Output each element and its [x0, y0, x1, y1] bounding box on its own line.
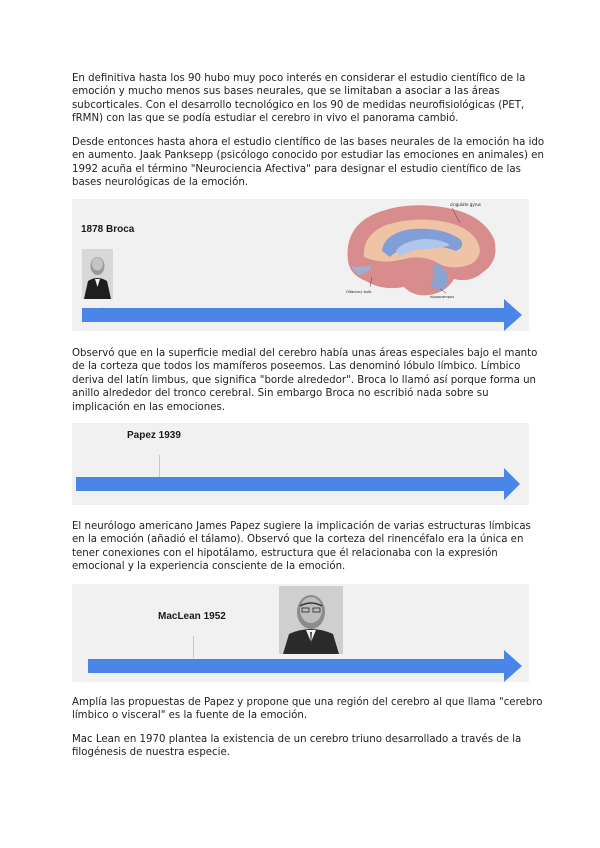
timeline-arrow [72, 584, 529, 682]
text-line: Observó que en la superficie medial del cerebro había unas áreas especiales bajo el manto [72, 348, 538, 359]
text-line: Mac Lean en 1970 plantea la existencia de un cerebro triuno desarrollado a través de la [72, 734, 522, 745]
timeline-label: MacLean 1952 [158, 611, 226, 622]
text-line: Amplía las propuestas de Papez y propone que una región del cerebro al que llama "cerebro [72, 697, 543, 708]
timeline-papez [72, 423, 529, 505]
timeline-broca [72, 199, 529, 331]
text-line: de la corteza que todos los mamíferos poseemos. Las denominó lóbulo límbico. Límbico [72, 361, 521, 373]
text-line: bases neurológicas de la emoción. [72, 177, 249, 189]
text-line: emoción y mucho menos sus bases neurales, que se limitaban a asociar a las áreas [72, 86, 500, 98]
text-line: implicación en las emociones. [72, 401, 226, 413]
text-line: en aumento. Jaak Panksepp (psicólogo conocido por estudiar las emociones en animales) en [72, 150, 544, 162]
text-line: filogénesis de nuestra especie. [72, 747, 230, 759]
brain-label-cingulate: cingulate gyrus [450, 202, 481, 207]
text-line: deriva del latín limbus, que significa "borde alrededor". Broca lo llamó así porque forma un [72, 374, 537, 386]
paragraph-broca [72, 347, 538, 414]
timeline-arrow [72, 199, 529, 331]
paragraph-maclean [72, 696, 543, 723]
timeline-label: 1878 Broca [81, 224, 135, 235]
text-line: El neurólogo americano James Papez sugiere la implicación de varias estructuras límbicas [72, 521, 531, 532]
paragraph-triune-brain [72, 733, 532, 760]
text-line: en la emoción (añadió el tálamo). Observó que la corteza del rinencéfalo era la única en [72, 534, 524, 546]
text-line: 1992 acuña el término "Neurociencia Afectiva" para designar el estudio científico de las [72, 163, 521, 175]
paragraph-intro [72, 72, 532, 126]
text-line: subcorticales. Con el desarrollo tecnológico en los 90 de medidas neurofisiológicas (PET, [72, 99, 525, 111]
brain-label-hippocampus: hippocampus [430, 295, 455, 299]
timeline-arrow [72, 423, 529, 505]
timeline-label: Papez 1939 [127, 430, 181, 441]
text-line: fRMN) con las que se podía estudiar el cerebro in vivo el panorama cambió. [72, 113, 459, 125]
brain-label-olfactory: Olfactory bulb [346, 290, 372, 294]
text-line: Desde entonces hasta ahora el estudio científico de las bases neurales de la emoción ha ido [72, 137, 545, 148]
text-line: tener conexiones con el hipotálamo, estructura que él relacionaba con la expresión [72, 547, 498, 559]
text-line: límbico o visceral" es la fuente de la emoción. [72, 710, 308, 722]
paragraph-papez [72, 520, 532, 574]
text-line: En definitiva hasta los 90 hubo muy poco interés en considerar el estudio científico de la [72, 73, 526, 84]
timeline-maclean [72, 584, 529, 682]
text-line: emocional y la experiencia consciente de la emoción. [72, 561, 346, 573]
text-line: anillo alrededor del tronco cerebral. Sin embargo Broca no escribió nada sobre su [72, 388, 489, 400]
paragraph-panksepp [72, 136, 545, 190]
